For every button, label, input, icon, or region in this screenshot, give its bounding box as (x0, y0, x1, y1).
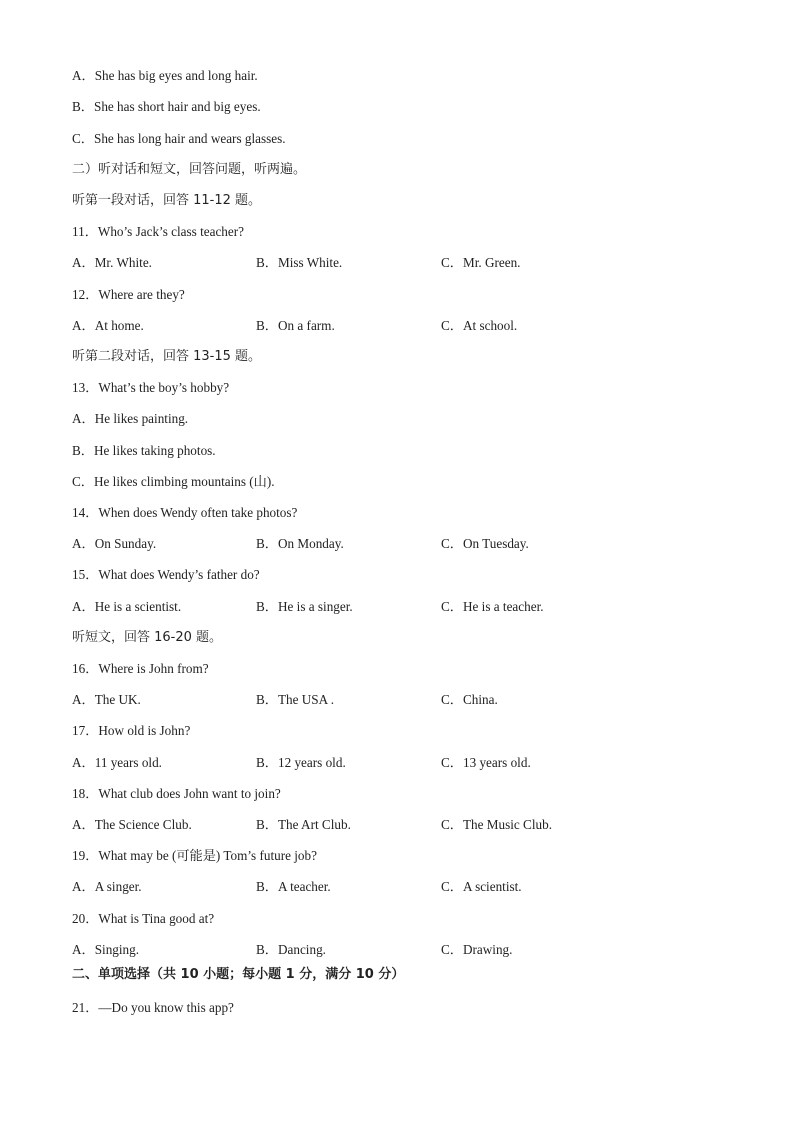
option-b: B．She has short hair and big eyes. (72, 99, 261, 114)
q19-option-c: C．A scientist. (441, 879, 522, 894)
q11-option-a: A．Mr. White. (72, 255, 152, 270)
section-heading-single-choice: 二、单项选择（共 10 小题；每小题 1 分，满分 10 分） (72, 967, 405, 982)
section-heading-listen: 二）听对话和短文，回答问题，听两遍。 (72, 162, 307, 177)
q11-option-b: B．Miss White. (256, 255, 343, 270)
q17-option-b: B．12 years old. (256, 755, 346, 770)
q17-option-a: A．11 years old. (72, 755, 162, 770)
question-15: 15．What does Wendy’s father do? (72, 567, 260, 582)
q14-option-b: B．On Monday. (256, 536, 344, 551)
q20-option-c: C．Drawing. (441, 942, 513, 957)
q16-option-b: B．The USA . (256, 692, 335, 707)
question-12: 12．Where are they? (72, 287, 185, 302)
q12-option-b: B．On a farm. (256, 318, 335, 333)
question-17: 17．How old is John? (72, 723, 191, 738)
q14-option-c: C．On Tuesday. (441, 536, 529, 551)
question-18: 18．What club does John want to join? (72, 786, 281, 801)
question-13: 13．What’s the boy’s hobby? (72, 380, 230, 395)
q14-option-a: A．On Sunday. (72, 536, 157, 551)
q15-option-a: A．He is a scientist. (72, 599, 182, 614)
q12-option-c: C．At school. (441, 318, 518, 333)
q15-option-c: C．He is a teacher. (441, 599, 544, 614)
q13-option-c: C．He likes climbing mountains (山). (72, 474, 275, 489)
q19-option-a: A．A singer. (72, 879, 142, 894)
dialogue-2-intro: 听第二段对话，回答 13-15 题。 (72, 349, 262, 364)
question-21: 21．—Do you know this app? (72, 1000, 234, 1015)
q18-option-b: B．The Art Club. (256, 817, 351, 832)
q17-option-c: C．13 years old. (441, 755, 531, 770)
q16-option-c: C．China. (441, 692, 498, 707)
q13-option-a: A．He likes painting. (72, 411, 189, 426)
option-c: C．She has long hair and wears glasses. (72, 131, 286, 146)
q12-option-a: A．At home. (72, 318, 144, 333)
q20-option-a: A．Singing. (72, 942, 140, 957)
q13-option-b: B．He likes taking photos. (72, 443, 216, 458)
question-11: 11．Who’s Jack’s class teacher? (72, 224, 244, 239)
q18-option-c: C．The Music Club. (441, 817, 552, 832)
dialogue-1-intro: 听第一段对话，回答 11-12 题。 (72, 193, 262, 208)
q20-option-b: B．Dancing. (256, 942, 326, 957)
passage-intro: 听短文，回答 16-20 题。 (72, 630, 223, 645)
q18-option-a: A．The Science Club. (72, 817, 192, 832)
question-19: 19．What may be (可能是) Tom’s future job? (72, 848, 317, 863)
q16-option-a: A．The UK. (72, 692, 141, 707)
question-20: 20．What is Tina good at? (72, 911, 215, 926)
question-16: 16．Where is John from? (72, 661, 209, 676)
q15-option-b: B．He is a singer. (256, 599, 353, 614)
q11-option-c: C．Mr. Green. (441, 255, 521, 270)
q19-option-b: B．A teacher. (256, 879, 331, 894)
question-14: 14．When does Wendy often take photos? (72, 505, 298, 520)
option-a: A．She has big eyes and long hair. (72, 68, 258, 83)
